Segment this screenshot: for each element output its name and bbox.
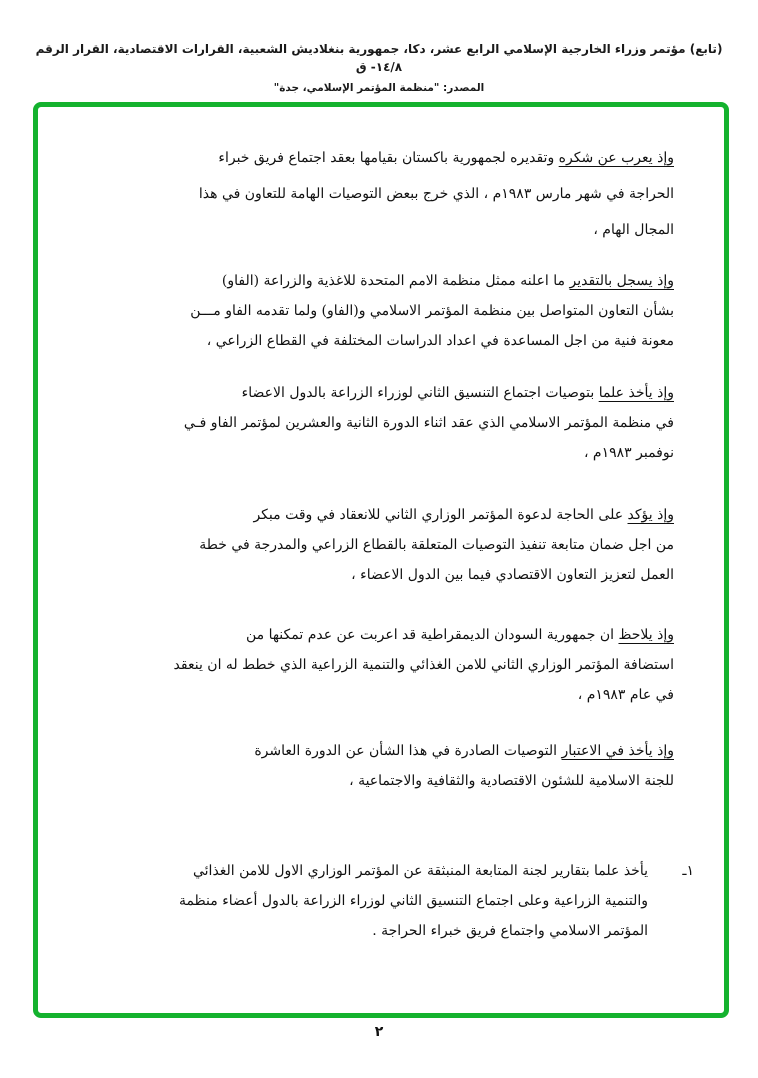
preamble-paragraph-1: وإذ يعرب عن شكره وتقديره لجمهورية باكستان بقيامها بعقد اجتماع فريق خبراء الحراجة في شهر مارس ١٩٨٣م ، الذي خرج ببعض التوصيات الهامة للتعاون في هذا المجال الهام ،	[70, 140, 674, 248]
preamble-paragraph-2: وإذ يسجل بالتقدير ما اعلنه ممثل منظمة الامم المتحدة للاغذية والزراعة (الفاو) بشأن التعاون المتواصل بين منظمة المؤتمر الاسلامي و(الفاو) ولما تقدمه الفاو مـــن معونة فنية من اجل المساعدة في اعداد الدراسات المختلفة في القطاع الزراعي ،	[70, 266, 674, 356]
paragraph-line: نوفمبر ١٩٨٣م ،	[583, 445, 674, 461]
paragraph-lead: وإذ يأخذ علما	[598, 385, 674, 401]
paragraph-line: في عام ١٩٨٣م ،	[577, 687, 674, 703]
paragraph-line: بشأن التعاون المتواصل بين منظمة المؤتمر الاسلامي و(الفاو) ولما تقدمه الفاو مـــن	[190, 303, 674, 319]
paragraph-line: والتنمية الزراعية وعلى اجتماع التنسيق الثاني لوزراء الزراعة بالدول أعضاء منظمة	[178, 893, 648, 909]
paragraph-line: المؤتمر الاسلامي واجتماع فريق خبراء الحراجة .	[372, 923, 648, 939]
paragraph-line: معونة فنية من اجل المساعدة في اعداد الدراسات المختلفة في القطاع الزراعي ،	[206, 333, 674, 349]
paragraph-lead: وإذ يسجل بالتقدير	[569, 273, 674, 289]
paragraph-line: يأخذ علما بتقارير لجنة المتابعة المنبثقة عن المؤتمر الوزاري الاول للامن الغذائي	[192, 863, 648, 879]
document-source: المصدر: "منظمة المؤتمر الإسلامي، جدة"	[273, 82, 485, 94]
preamble-paragraph-3: وإذ يأخذ علما بتوصيات اجتماع التنسيق الثاني لوزراء الزراعة بالدول الاعضاء في منظمة المؤتمر الاسلامي الذي عقد اثناء الدورة الثانية والعشرين لمؤتمر الفاو فـي نوفمبر ١٩٨٣م ،	[70, 378, 674, 468]
paragraph-lead: وإذ يعرب عن شكره	[558, 150, 674, 166]
document-header	[0, 40, 758, 97]
preamble-paragraph-6: وإذ يأخذ في الاعتبار التوصيات الصادرة في هذا الشأن عن الدورة العاشرة للجنة الاسلامية للشئون الاقتصادية والثقافية والاجتماعية ،	[70, 736, 674, 796]
paragraph-line: من اجل ضمان متابعة تنفيذ التوصيات المتعلقة بالقطاع الزراعي والمدرجة في خطة	[199, 537, 674, 553]
paragraph-line: استضافة المؤتمر الوزاري الثاني للامن الغذائي والتنمية الزراعية الذي خطط له ان ينعقد	[173, 657, 674, 673]
document-title: (تابع) مؤتمر وزراء الخارجية الإسلامي الرابع عشر، دكا، جمهورية بنغلاديش الشعبية، القرارات الاقتصادية، القرار الرقم ١٤/٨- ق	[35, 42, 723, 74]
preamble-paragraph-4: وإذ يؤكد على الحاجة لدعوة المؤتمر الوزاري الثاني للانعقاد في وقت مبكر من اجل ضمان متابعة تنفيذ التوصيات المتعلقة بالقطاع الزراعي والمدرجة في خطة العمل لتعزيز التعاون الاقتصادي فيما بين الدول الاعضاء ،	[70, 500, 674, 590]
paragraph-lead: وإذ يلاحظ	[618, 627, 674, 643]
preamble-paragraph-5: وإذ يلاحظ ان جمهورية السودان الديمقراطية قد اعربت عن عدم تمكنها من استضافة المؤتمر الوزاري الثاني للامن الغذائي والتنمية الزراعية الذي خطط له ان ينعقد في عام ١٩٨٣م ،	[70, 620, 674, 710]
operative-item-1	[90, 856, 702, 946]
paragraph-line: للجنة الاسلامية للشئون الاقتصادية والثقافية والاجتماعية ،	[349, 773, 674, 789]
page-number: ٢	[374, 1024, 384, 1040]
paragraph-line: العمل لتعزيز التعاون الاقتصادي فيما بين الدول الاعضاء ،	[351, 567, 674, 583]
item-number: ١ـ	[682, 863, 694, 879]
paragraph-line: المجال الهام ،	[593, 222, 674, 238]
paragraph-line: في منظمة المؤتمر الاسلامي الذي عقد اثناء الدورة الثانية والعشرين لمؤتمر الفاو فـي	[183, 415, 674, 431]
paragraph-line: الحراجة في شهر مارس ١٩٨٣م ، الذي خرج ببعض التوصيات الهامة للتعاون في هذا	[198, 186, 674, 202]
paragraph-lead: وإذ يؤكد	[627, 507, 674, 523]
paragraph-lead: وإذ يأخذ في الاعتبار	[561, 743, 674, 759]
